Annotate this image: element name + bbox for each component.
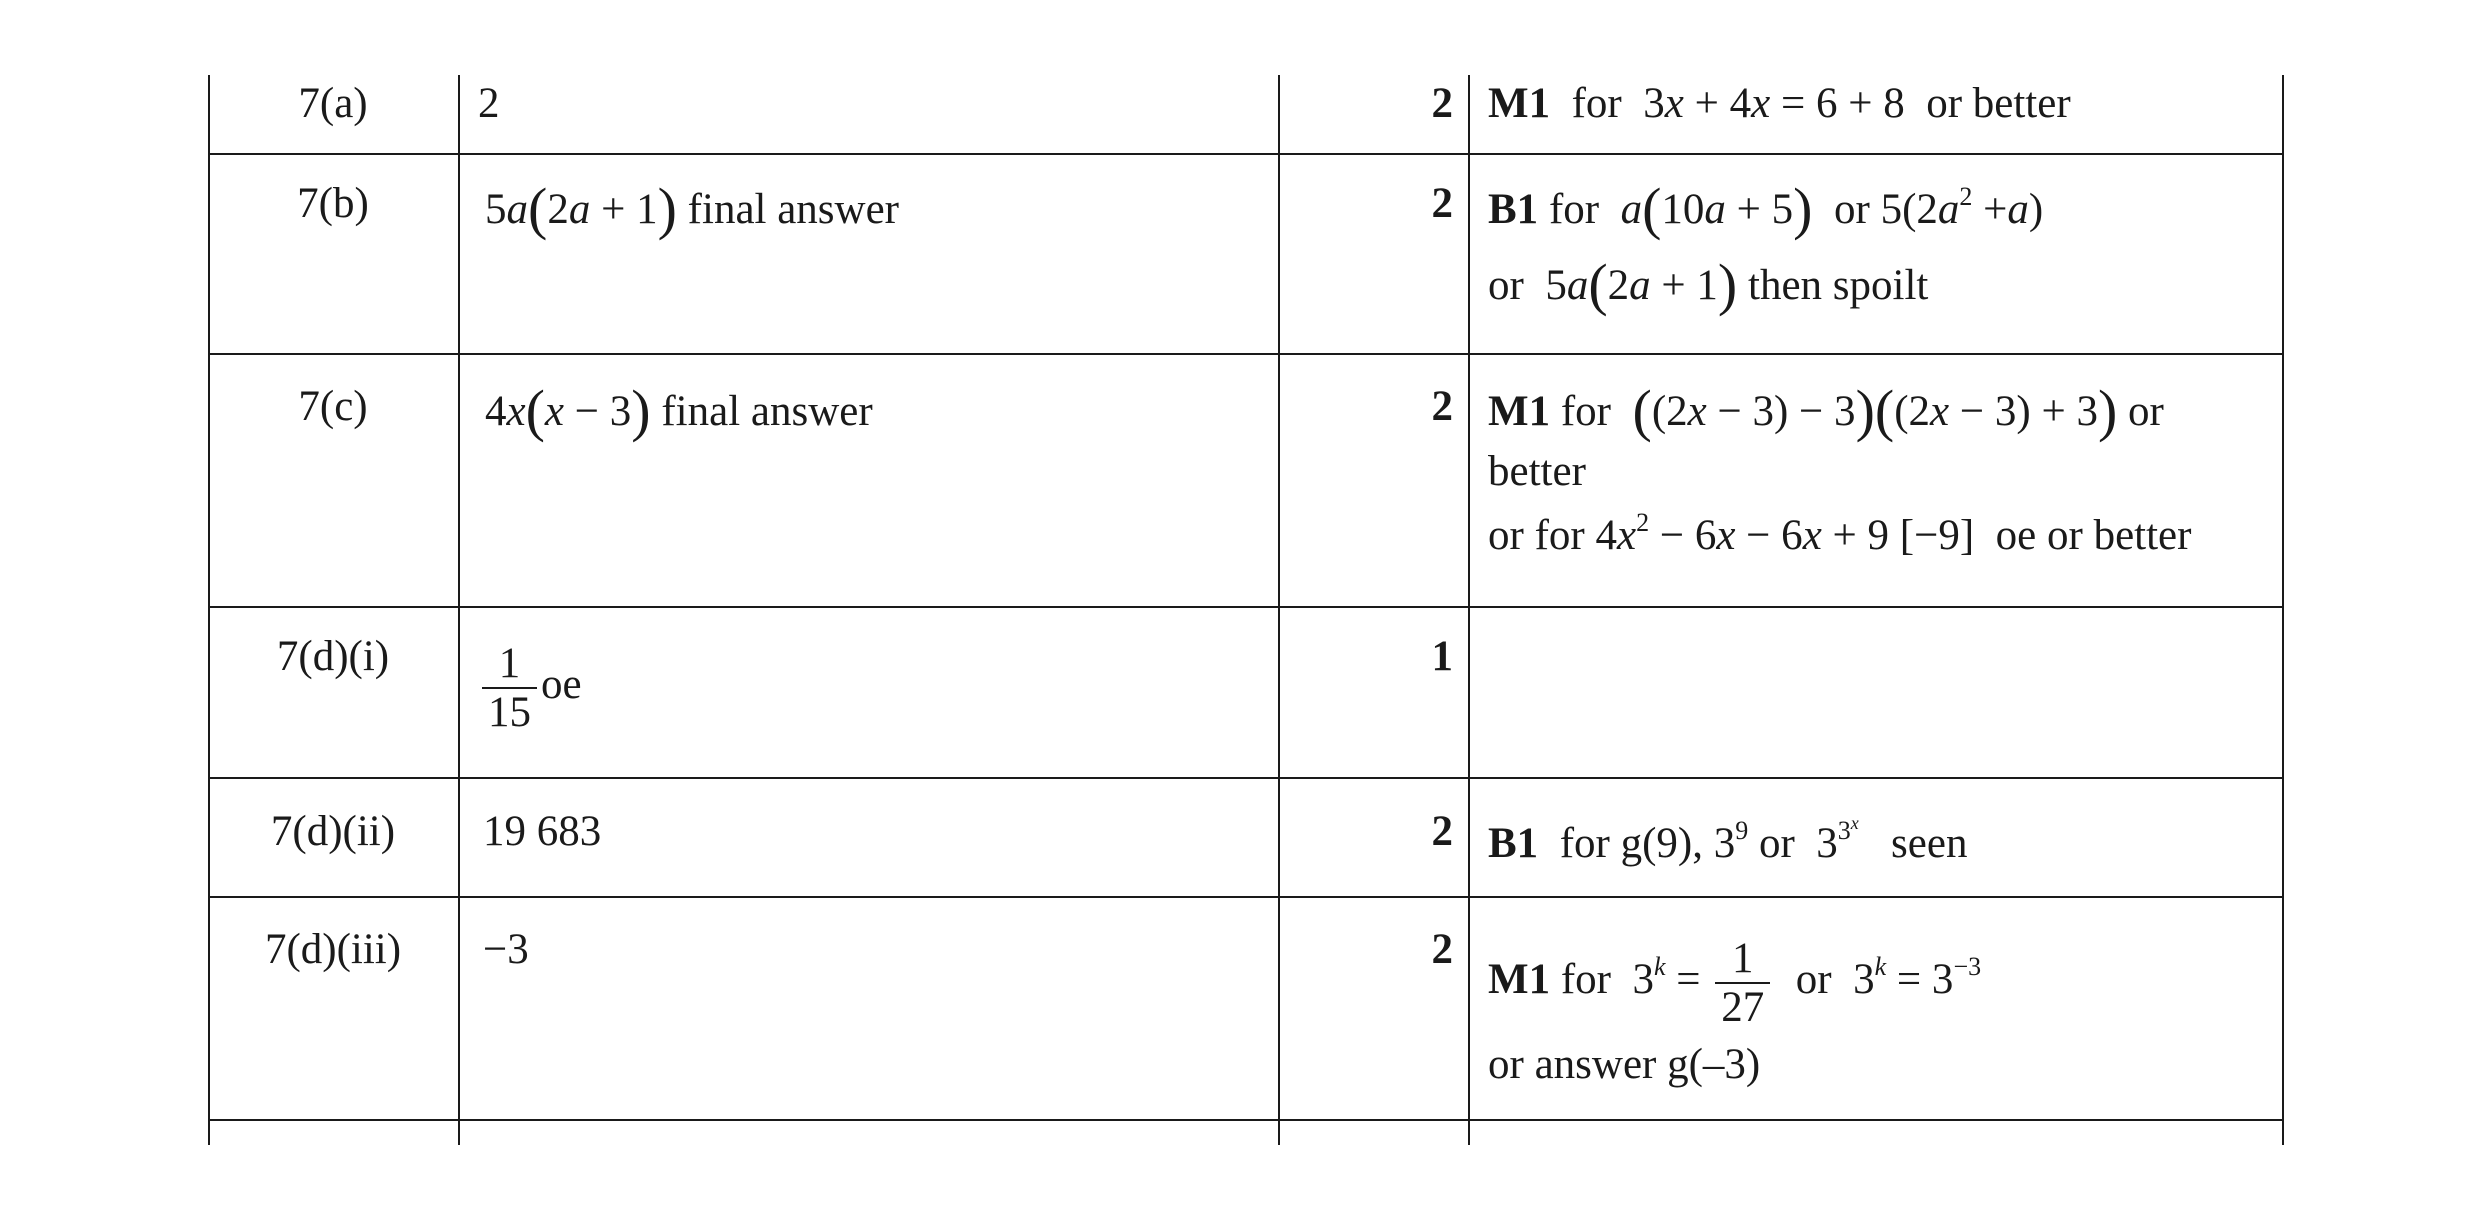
question-number: 7(c)	[298, 383, 368, 430]
guidance-text: for 3x + 4x = 6 + 8 or better	[1560, 80, 2071, 127]
row-divider	[208, 777, 2284, 779]
mark-code: B1	[1488, 186, 1539, 233]
marks: 2	[1431, 80, 1453, 127]
answer: 2	[478, 80, 500, 127]
table-border-left	[208, 75, 210, 1145]
row-divider	[208, 1119, 2284, 1121]
answer: −3	[483, 926, 529, 973]
answer: $\frac{1}{15}$ oe	[478, 640, 1258, 737]
row-divider	[208, 353, 2284, 355]
question-number: 7(b)	[297, 180, 369, 227]
row-divider	[208, 153, 2284, 155]
guidance: M1 for $3^k$ = $\frac{1}{27}$ or $3^k = 3^{-3}$ or answer g(–3)	[1488, 935, 1982, 1088]
mark-scheme-table	[208, 75, 2284, 1145]
row-divider	[208, 606, 2284, 608]
marks: 2	[1431, 383, 1453, 430]
marks: 2	[1431, 180, 1453, 227]
question-number: 7(d)(ii)	[270, 808, 396, 855]
column-divider	[1468, 75, 1470, 1145]
marks: 2	[1431, 926, 1453, 973]
marks: 2	[1431, 808, 1453, 855]
guidance	[1488, 77, 2268, 131]
fraction: $\frac{1}{27}$	[1715, 935, 1770, 1032]
guidance: M1 for ((2x − 3) − 3)((2x − 3) + 3) or better or for $4x^2 - 6x - 6x + 9$ [−9] oe or better	[1488, 378, 2192, 559]
answer: 19 683	[483, 808, 602, 855]
column-divider	[1278, 75, 1280, 1145]
question-number: 7(d)(i)	[276, 633, 390, 680]
question-number: 7(a)	[298, 80, 368, 127]
mark-code: M1	[1488, 388, 1551, 435]
table-border-right	[2282, 75, 2284, 1145]
guidance: B1 for a(10a + 5) or $5(2a^2 +a)$ or 5a(2a + 1) then spoilt	[1488, 176, 2044, 317]
mark-code: M1	[1488, 80, 1551, 127]
fraction: $\frac{1}{15}$	[482, 640, 537, 737]
mark-code: B1	[1488, 820, 1539, 867]
marks: 1	[1431, 633, 1453, 680]
answer: 4x(x − 3) final answer	[485, 378, 873, 443]
question-number: 7(d)(iii)	[264, 926, 402, 973]
answer: 5a(2a + 1) final answer	[485, 176, 899, 241]
row-divider	[208, 896, 2284, 898]
mark-code: M1	[1488, 956, 1551, 1004]
column-divider	[458, 75, 460, 1145]
guidance: B1 for g(9), $3^9$ or $3^{3^x}$ seen	[1488, 813, 1968, 867]
